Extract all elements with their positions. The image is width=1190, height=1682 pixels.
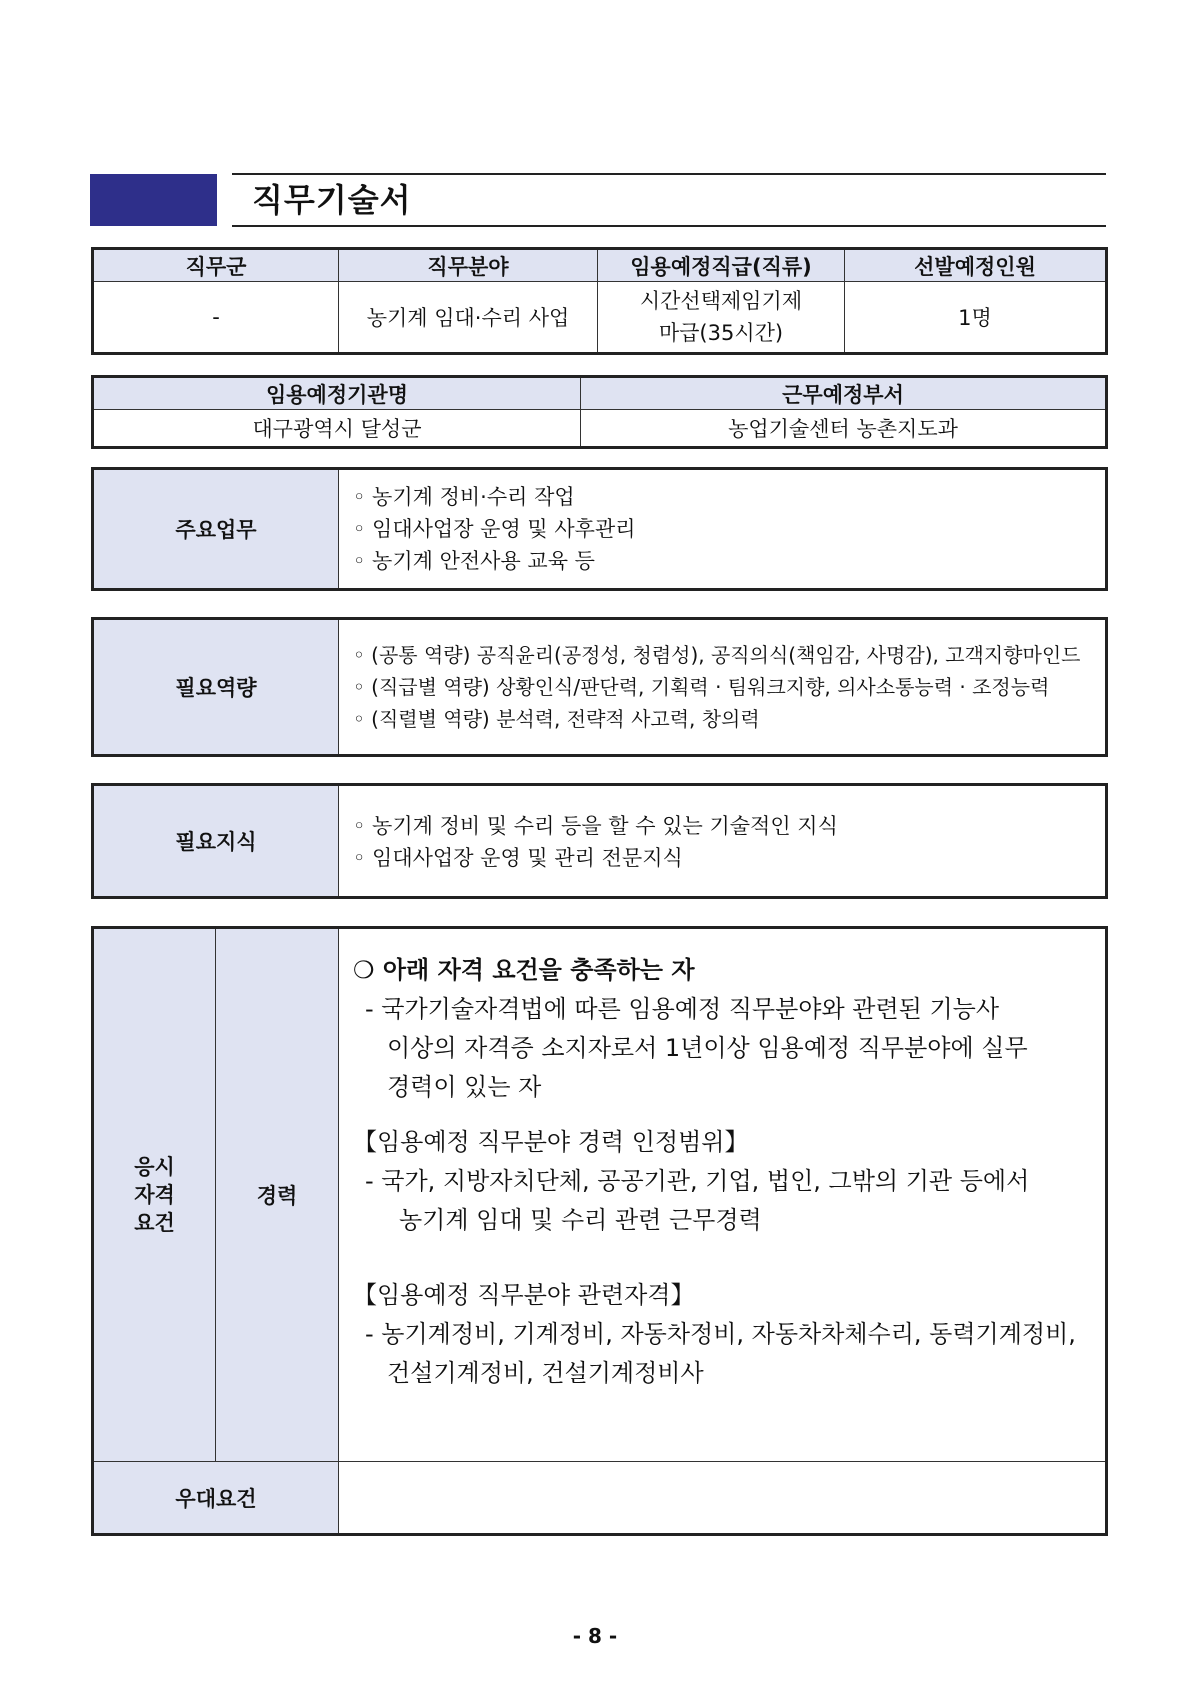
value-grade — [598, 282, 845, 354]
agency-table — [91, 375, 1108, 449]
header-grade: 임용예정직급(직류) — [598, 249, 845, 282]
list-item: ◦ (직급별 역량) 상황인식/판단력, 기획력 · 팀워크지향, 의사소통능력 · 조정능력 — [353, 675, 1050, 699]
qualification-table — [91, 926, 1108, 1536]
qualification-heading: ❍ 아래 자격 요건을 충족하는 자 — [353, 956, 695, 984]
preference-label: 우대요건 — [93, 1462, 339, 1535]
page-number: - 8 - — [572, 1624, 618, 1648]
title-rule-bottom — [232, 225, 1106, 227]
career-label: 경력 — [216, 928, 339, 1462]
competency-content — [339, 619, 1107, 756]
list-item: ◦ 임대사업장 운영 및 사후관리 — [353, 517, 636, 541]
value-headcount: 1명 — [845, 282, 1107, 354]
knowledge-content — [339, 785, 1107, 898]
qualification-line: 경력이 있는 자 — [387, 1073, 542, 1101]
qualification-line: 이상의 자격증 소지자로서 1년이상 임용예정 직무분야에 실무 — [387, 1034, 1028, 1062]
range-title: 【임용예정 직무분야 경력 인정범위】 — [353, 1128, 749, 1156]
qualification-label — [93, 928, 216, 1462]
header-headcount: 선발예정인원 — [845, 249, 1107, 282]
duties-content — [339, 469, 1107, 590]
list-item: ◦ 임대사업장 운영 및 관리 전문지식 — [353, 846, 683, 870]
header-job-group: 직무군 — [93, 249, 339, 282]
cert-line: - 농기계정비, 기계정비, 자동차정비, 자동차차체수리, 동력기계정비, — [365, 1320, 1076, 1348]
list-item: ◦ (공통 역량) 공직윤리(공정성, 청렴성), 공직의식(책임감, 사명감), 고객지향마인드 — [353, 643, 1081, 667]
duties-table — [91, 467, 1108, 591]
list-item: ◦ 농기계 정비 및 수리 등을 할 수 있는 기술적인 지식 — [353, 814, 838, 838]
qualification-label-line: 응시 — [134, 1155, 175, 1179]
qualification-label-line: 자격 — [134, 1183, 175, 1207]
cert-title: 【임용예정 직무분야 관련자격】 — [353, 1281, 695, 1309]
job-info-table — [91, 247, 1108, 355]
qualification-label-line: 요건 — [134, 1211, 175, 1235]
title-rule-top — [232, 173, 1106, 175]
duties-label: 주요업무 — [93, 469, 339, 590]
value-agency: 대구광역시 달성군 — [93, 410, 581, 448]
list-item: ◦ (직렬별 역량) 분석력, 전략적 사고력, 창의력 — [353, 707, 760, 731]
list-item: ◦ 농기계 안전사용 교육 등 — [353, 549, 595, 573]
preference-value — [339, 1462, 1107, 1535]
cert-line: 건설기계정비, 건설기계정비사 — [387, 1359, 704, 1387]
list-item: ◦ 농기계 정비·수리 작업 — [353, 485, 575, 509]
knowledge-label: 필요지식 — [93, 785, 339, 898]
qualification-line: - 국가기술자격법에 따른 임용예정 직무분야와 관련된 기능사 — [365, 995, 1000, 1023]
value-department: 농업기술센터 농촌지도과 — [581, 410, 1107, 448]
title-accent-block — [90, 174, 217, 226]
range-line: 농기계 임대 및 수리 관련 근무경력 — [399, 1206, 762, 1234]
header-agency: 임용예정기관명 — [93, 377, 581, 410]
range-line: - 국가, 지방자치단체, 공공기관, 기업, 법인, 그밖의 기관 등에서 — [365, 1167, 1030, 1195]
competency-label: 필요역량 — [93, 619, 339, 756]
value-job-group: - — [93, 282, 339, 354]
value-job-field: 농기계 임대·수리 사업 — [339, 282, 598, 354]
page-title: 직무기술서 — [252, 181, 412, 219]
value-grade-line1: 시간선택제임기제 — [639, 289, 803, 313]
competency-table — [91, 617, 1108, 757]
header-department: 근무예정부서 — [581, 377, 1107, 410]
header-job-field: 직무분야 — [339, 249, 598, 282]
value-grade-line2: 마급(35시간) — [658, 321, 784, 345]
qualification-content — [339, 928, 1107, 1462]
knowledge-table — [91, 783, 1108, 899]
